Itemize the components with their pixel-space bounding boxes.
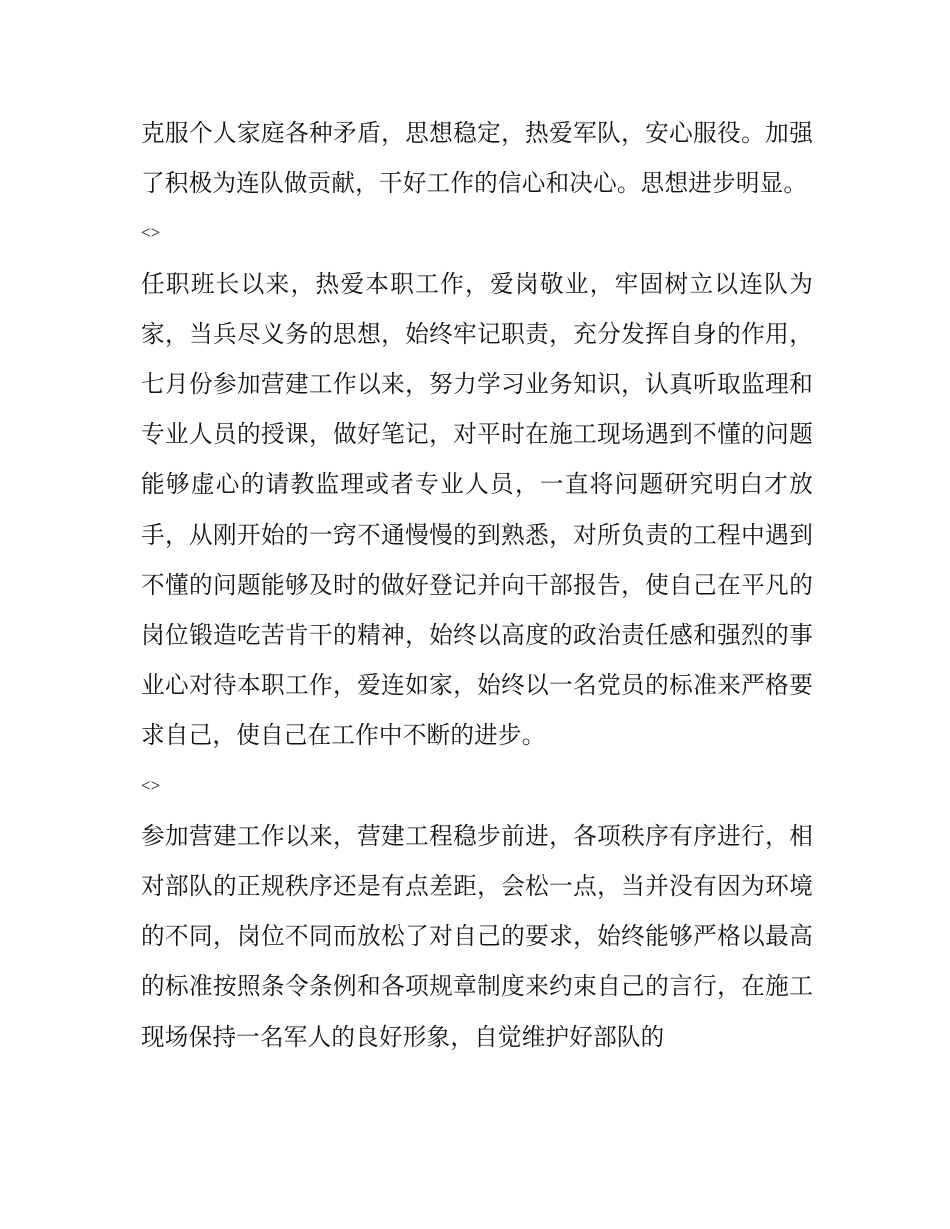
section-separator: <> [141, 775, 161, 795]
paragraph-discipline: 参加营建工作以来，营建工程稳步前进，各项秩序有序进行，相对部队的正规秩序还是有点差距，会松一点，当并没有因为环境的不同，岗位不同而放松了对自己的要求，始终能够严格以最高的标准按照条令条例和各项规章制度来约束自己的言行，在施工现场保持一名军人的良好形象，自觉维护好部队的 [141, 821, 813, 1051]
paragraph-ideology: 克服个人家庭各种矛盾，思想稳定，热爱军队，安心服役。加强了积极为连队做贡献，干好工作的信心和决心。思想进步明显。 [141, 119, 813, 198]
document-body [141, 108, 813, 1062]
section-separator: <> [141, 223, 161, 243]
paragraph-duty: 任职班长以来，热爱本职工作，爱岗敬业，牢固树立以连队为家，当兵尽义务的思想，始终牢记职责，充分发挥自身的作用，七月份参加营建工作以来，努力学习业务知识，认真听取监理和专业人员的授课，做好笔记，对平时在施工现场遇到不懂的问题能够虚心的请教监理或者专业人员，一直将问题研究明白才放手，从刚开始的一窍不通慢慢的到熟悉，对所负责的工程中遇到不懂的问题能够及时的做好登记并向干部报告，使自己在平凡的岗位锻造吃苦肯干的精神，始终以高度的政治责任感和强烈的事业心对待本职工作，爱连如家，始终以一名党员的标准来严格要求自己，使自己在工作中不断的进步。 [141, 269, 813, 750]
